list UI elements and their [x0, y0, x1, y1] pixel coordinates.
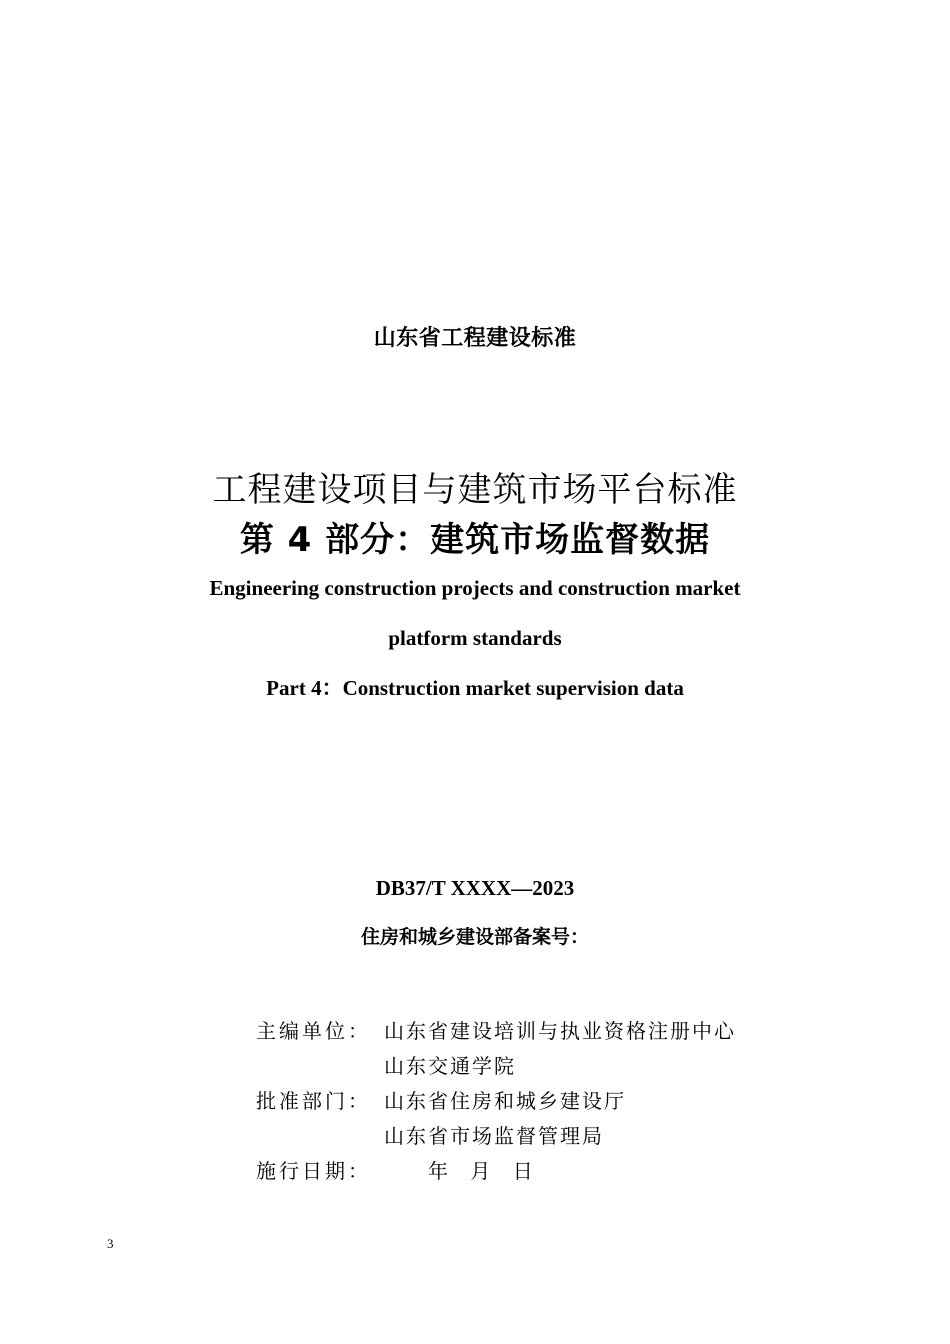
info-label-approving-dept-2 — [256, 1119, 384, 1154]
standard-series-heading: 山东省工程建设标准 — [373, 326, 577, 351]
info-value-co-editor: 山东交通学院 — [384, 1054, 516, 1078]
info-value-chief-editor: 山东省建设培训与执业资格注册中心 — [384, 1019, 736, 1043]
info-row-approving-dept — [256, 1084, 736, 1119]
document-title-en-line2: platform standards — [388, 626, 562, 650]
info-value-approving-dept: 山东省住房和城乡建设厅 — [384, 1089, 626, 1113]
document-title-en-line1: Engineering construction projects and construction market — [209, 576, 741, 600]
document-title-cn-line2: 第 4 部分：建筑市场监督数据 — [239, 520, 711, 560]
info-row-approving-dept-2 — [256, 1119, 736, 1154]
page-number: 3 — [107, 1236, 114, 1251]
record-number-label: 住房和城乡建设部备案号： — [360, 926, 589, 948]
publication-info — [256, 1014, 736, 1189]
document-title-en-line3: Part 4：Construction market supervision data — [266, 676, 684, 700]
info-label-effective-date: 施行日期： — [256, 1159, 371, 1183]
info-label-approving-dept: 批准部门： — [256, 1089, 371, 1113]
info-value-effective-date: 年 月 日 — [428, 1159, 533, 1183]
info-row-co-editor — [256, 1049, 736, 1084]
info-row-chief-editor — [256, 1014, 736, 1049]
info-label-co-editor — [256, 1049, 384, 1084]
info-row-effective-date — [256, 1154, 736, 1189]
info-value-approving-dept-2: 山东省市场监督管理局 — [384, 1124, 604, 1148]
document-title-cn-line1: 工程建设项目与建筑市场平台标准 — [212, 470, 738, 510]
info-label-chief-editor: 主编单位： — [256, 1019, 371, 1043]
standard-code: DB37/T XXXX—2023 — [375, 876, 575, 900]
